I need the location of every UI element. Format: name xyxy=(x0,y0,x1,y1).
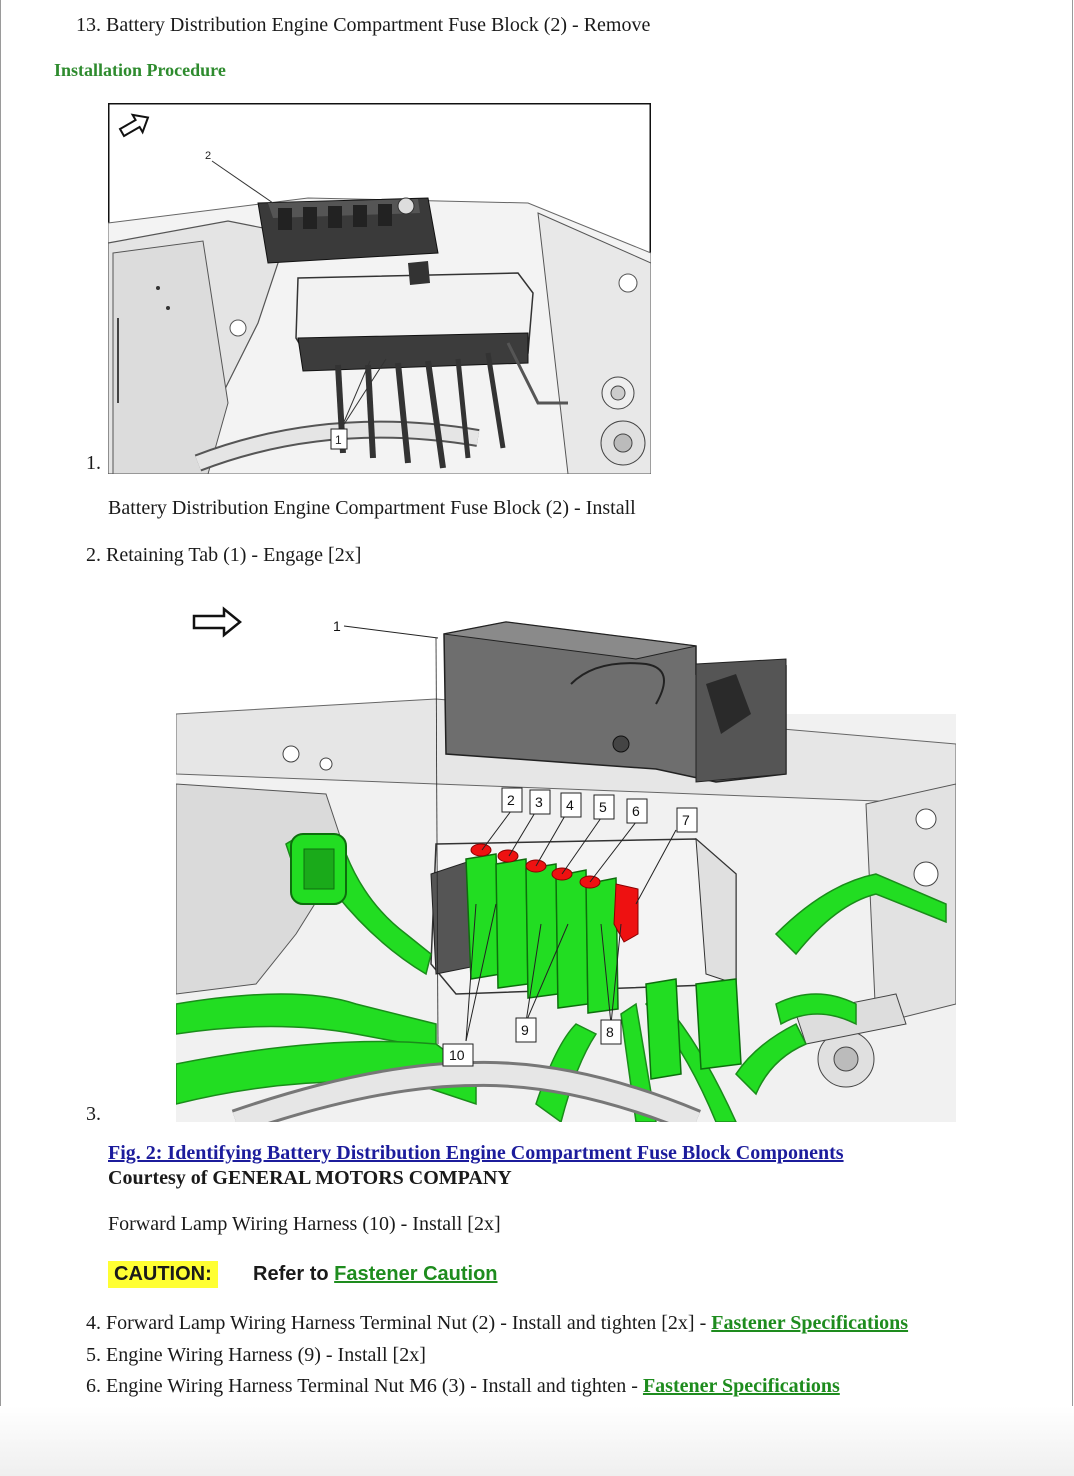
figure-2-callout-9: 9 xyxy=(521,1022,529,1038)
step-1-number: 1. xyxy=(86,452,101,474)
step-6 xyxy=(86,1375,840,1398)
step-6-fastener-specifications-link[interactable]: Fastener Specifications xyxy=(642,1375,840,1397)
caution-prefix: Refer to xyxy=(253,1263,329,1285)
step-3-number: 3. xyxy=(86,1103,101,1125)
installation-procedure-heading: Installation Procedure xyxy=(54,60,226,80)
step-2-text: 2. Retaining Tab (1) - Engage [2x] xyxy=(86,544,362,566)
figure-1-callout-1: 1 xyxy=(335,433,342,447)
figure-1-fuse-block-illustration xyxy=(108,103,651,474)
figure-2-caption-link[interactable]: Fig. 2: Identifying Battery Distribution Engine Compartment Fuse Block Components xyxy=(108,1142,844,1164)
step-13-text: 13. Battery Distribution Engine Compartment Fuse Block (2) - Remove xyxy=(76,14,651,36)
direction-arrow-icon xyxy=(194,609,240,635)
step-4-text: 4. Forward Lamp Wiring Harness Terminal Nut (2) - Install and tighten [2x] - xyxy=(86,1312,712,1334)
figure-courtesy: Courtesy of GENERAL MOTORS COMPANY xyxy=(108,1167,512,1189)
figure-2-callout-5: 5 xyxy=(599,799,607,815)
figure-2-callout-1: 1 xyxy=(333,618,341,634)
figure-2-callout-3: 3 xyxy=(535,794,543,810)
caution-message xyxy=(253,1263,498,1286)
page-border xyxy=(0,0,1,1476)
page-border xyxy=(1072,0,1073,1476)
figure-2-callout-2: 2 xyxy=(507,792,515,808)
step-5-text: 5. Engine Wiring Harness (9) - Install [2x] xyxy=(86,1344,426,1366)
step-4-fastener-specifications-link[interactable]: Fastener Specifications xyxy=(711,1312,909,1334)
figure-2-fuse-block-components-illustration xyxy=(176,604,956,1122)
figure-2-callout-10: 10 xyxy=(449,1047,465,1063)
fastener-caution-link[interactable]: Fastener Caution xyxy=(334,1263,498,1285)
figure-2-callout-4: 4 xyxy=(566,797,574,813)
figure-2-callout-7: 7 xyxy=(682,812,690,828)
figure-2-callout-8: 8 xyxy=(606,1024,614,1040)
step-1-text: Battery Distribution Engine Compartment Fuse Block (2) - Install xyxy=(108,497,636,519)
caution-badge: CAUTION: xyxy=(108,1261,218,1288)
step-6-text: 6. Engine Wiring Harness Terminal Nut M6 (3) - Install and tighten - xyxy=(86,1375,643,1397)
step-3-text: Forward Lamp Wiring Harness (10) - Install [2x] xyxy=(108,1213,501,1235)
figure-1-callout-2: 2 xyxy=(205,150,212,162)
step-4 xyxy=(86,1312,908,1335)
figure-2-callout-6: 6 xyxy=(632,803,640,819)
page-bottom-shadow xyxy=(0,1406,1074,1476)
